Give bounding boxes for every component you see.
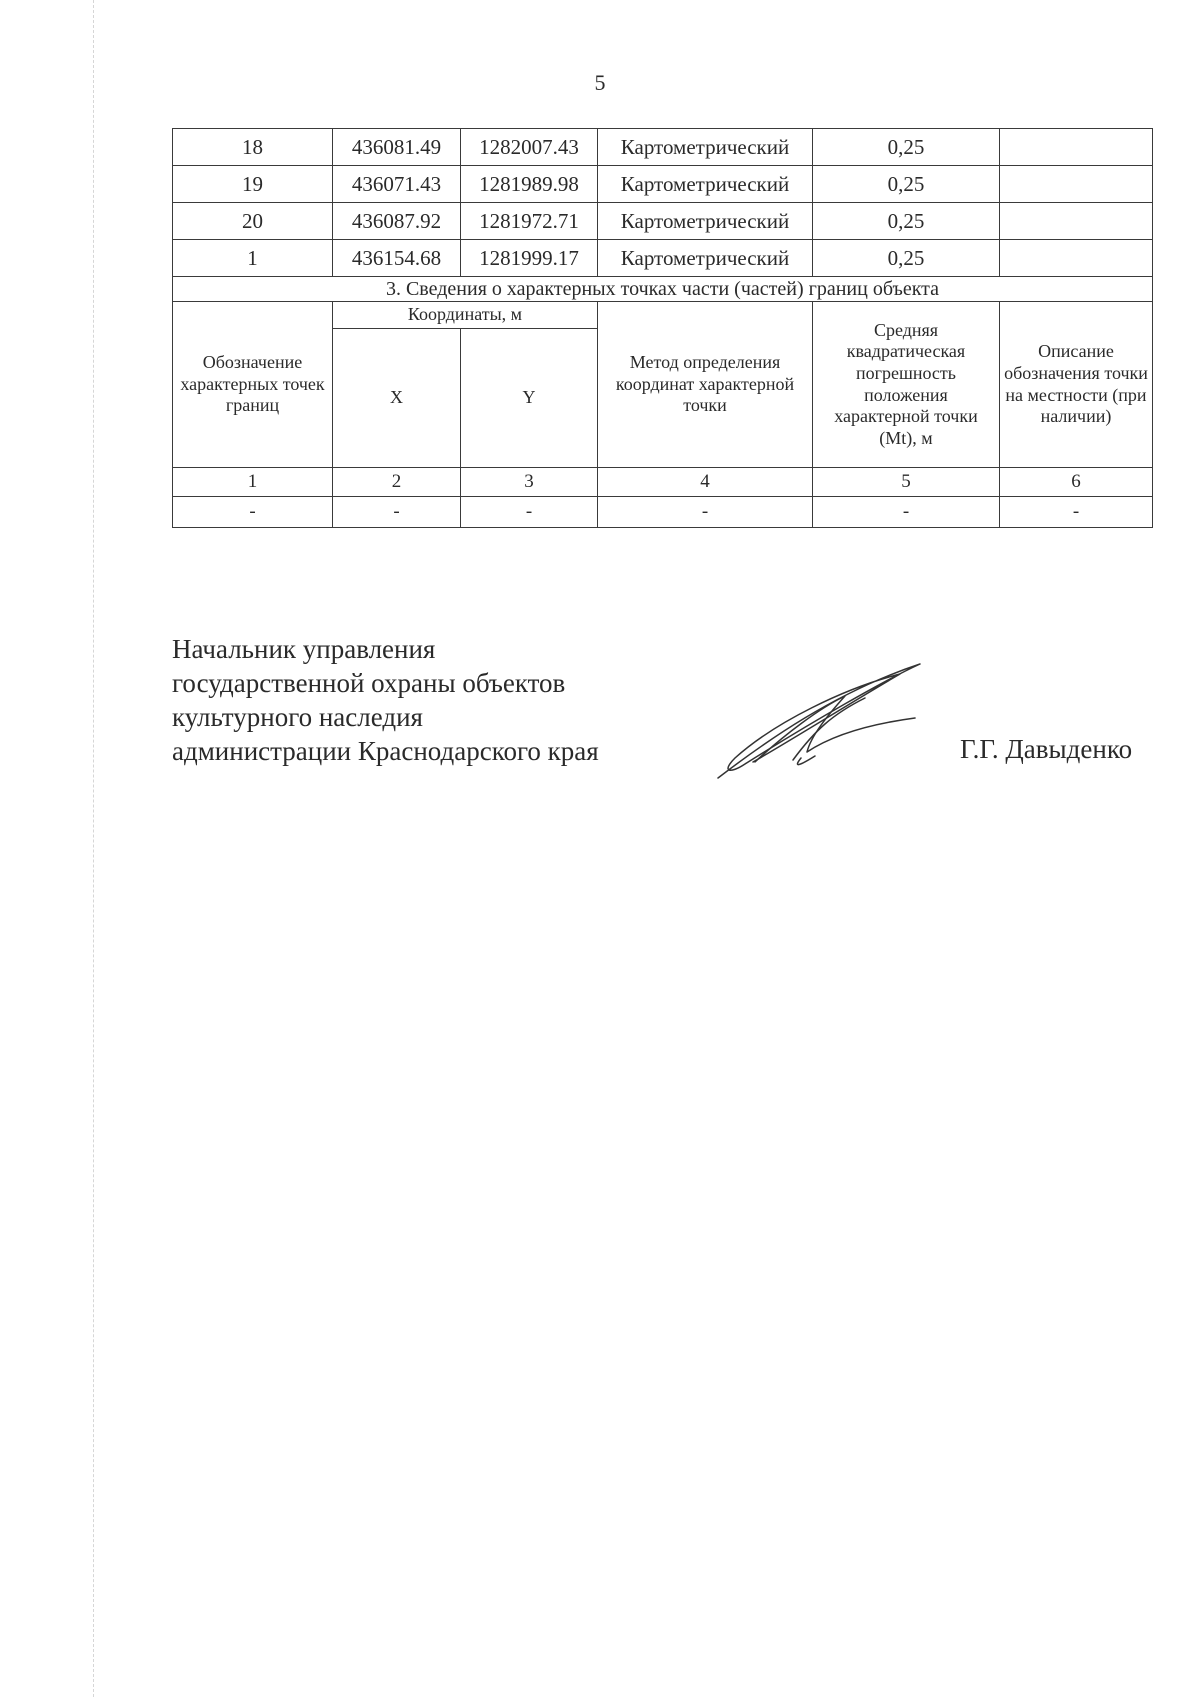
signer-position — [172, 632, 599, 768]
column-number: 5 — [813, 468, 1000, 497]
empty-cell: - — [173, 497, 333, 528]
description-cell — [1000, 166, 1153, 203]
accuracy-cell: 0,25 — [813, 240, 1000, 277]
point-cell: 19 — [173, 166, 333, 203]
table-row — [173, 129, 1153, 166]
x-cell: 436081.49 — [333, 129, 461, 166]
point-cell: 20 — [173, 203, 333, 240]
column-number: 6 — [1000, 468, 1153, 497]
method-cell: Картометрический — [598, 203, 813, 240]
coordinates-table — [172, 128, 1153, 528]
accuracy-cell: 0,25 — [813, 166, 1000, 203]
column-number: 2 — [333, 468, 461, 497]
description-cell — [1000, 240, 1153, 277]
empty-cell: - — [461, 497, 598, 528]
empty-cell: - — [813, 497, 1000, 528]
y-cell: 1281999.17 — [461, 240, 598, 277]
handwritten-signature — [715, 660, 935, 780]
section-title-row — [173, 277, 1153, 302]
column-number: 4 — [598, 468, 813, 497]
header-row-top — [173, 302, 1153, 329]
header-designation: Обозначение характерных точек границ — [173, 302, 333, 468]
description-cell — [1000, 203, 1153, 240]
column-number: 1 — [173, 468, 333, 497]
accuracy-cell: 0,25 — [813, 203, 1000, 240]
method-cell: Картометрический — [598, 240, 813, 277]
signer-name: Г.Г. Давыденко — [960, 734, 1133, 764]
position-line: администрации Краснодарского края — [172, 736, 599, 766]
x-cell: 436071.43 — [333, 166, 461, 203]
y-cell: 1281972.71 — [461, 203, 598, 240]
empty-cell: - — [598, 497, 813, 528]
table-row — [173, 203, 1153, 240]
header-coordinates: Координаты, м — [333, 302, 598, 329]
method-cell: Картометрический — [598, 129, 813, 166]
header-x: X — [333, 329, 461, 468]
section-title: 3. Сведения о характерных точках части (частей) границ объекта — [173, 277, 1153, 302]
y-cell: 1281989.98 — [461, 166, 598, 203]
point-cell: 18 — [173, 129, 333, 166]
table-row — [173, 166, 1153, 203]
header-accuracy: Средняя квадратическая погрешность положения характерной точки (Mt), м — [813, 302, 1000, 468]
header-description: Описание обозначения точки на местности (при наличии) — [1000, 302, 1153, 468]
column-number-row — [173, 468, 1153, 497]
header-y: Y — [461, 329, 598, 468]
header-method: Метод определения координат характерной точки — [598, 302, 813, 468]
description-cell — [1000, 129, 1153, 166]
page-number: 5 — [594, 70, 606, 95]
empty-cell: - — [333, 497, 461, 528]
position-line: государственной охраны объектов — [172, 668, 566, 698]
accuracy-cell: 0,25 — [813, 129, 1000, 166]
empty-cell: - — [1000, 497, 1153, 528]
x-cell: 436154.68 — [333, 240, 461, 277]
point-cell: 1 — [173, 240, 333, 277]
scan-edge-line — [93, 0, 94, 1697]
x-cell: 436087.92 — [333, 203, 461, 240]
method-cell: Картометрический — [598, 166, 813, 203]
position-line: Начальник управления — [172, 634, 436, 664]
column-number: 3 — [461, 468, 598, 497]
y-cell: 1282007.43 — [461, 129, 598, 166]
empty-data-row — [173, 497, 1153, 528]
position-line: культурного наследия — [172, 702, 423, 732]
table-row — [173, 240, 1153, 277]
